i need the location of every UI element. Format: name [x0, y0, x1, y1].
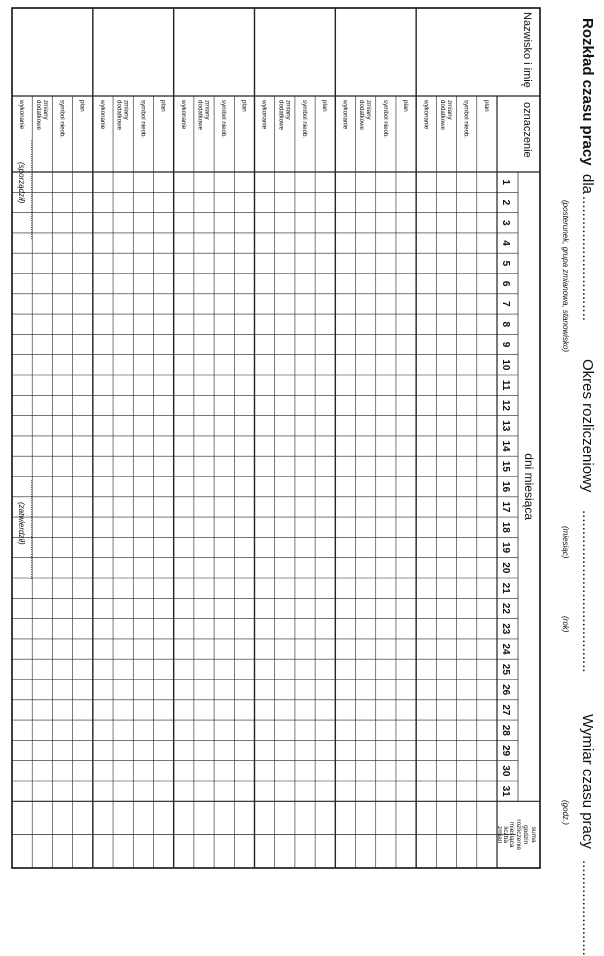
day-number: 14 [500, 440, 511, 452]
day-number: 30 [500, 765, 511, 777]
row-label: wykonanie [179, 100, 187, 130]
summary-line-1: suma [530, 826, 537, 843]
row-label: symbol nieob. [220, 100, 228, 139]
row-label: dodatkowe [358, 100, 366, 130]
summary-line-3: rozliczenie [515, 819, 522, 851]
hours-sublabel: (godz.) [561, 800, 570, 825]
row-label: symbol nieob. [381, 100, 389, 139]
day-number: 22 [500, 602, 511, 615]
row-label: dodatkowe [34, 100, 42, 130]
row-label: dodatkowe [438, 100, 446, 130]
unit-sublabel: (posterunek, grupa zmianowa, stanowisko) [561, 200, 570, 353]
row-label: zmiany [41, 100, 49, 120]
row-label: plan [78, 100, 86, 112]
day-number: 20 [500, 562, 511, 574]
approved-by-label: (zatwierdził) [17, 502, 26, 545]
row-label: zmiany [365, 100, 373, 120]
day-number: 5 [500, 260, 511, 267]
row-label: symbol nieob. [462, 100, 470, 139]
summary-line-4: miesiąca [508, 821, 515, 848]
working-time-label: Wymiar czasu pracy [579, 714, 596, 849]
day-number: 23 [500, 623, 511, 635]
day-number: 19 [500, 541, 511, 554]
row-label: wykonanie [260, 100, 268, 130]
days-header: dni miesiąca [522, 453, 536, 521]
row-label: plan [482, 100, 490, 112]
day-number: 12 [500, 399, 511, 412]
row-label: zmiany [284, 100, 292, 120]
row-label: dodatkowe [196, 100, 204, 130]
day-number: 21 [500, 582, 511, 594]
row-label: symbol nieob. [58, 100, 66, 139]
day-number: 27 [500, 704, 511, 716]
compiled-dots: ............................................. [29, 140, 38, 241]
document-title: Rozkład czasu pracy [579, 18, 596, 166]
row-label: wykonanie [98, 100, 106, 130]
table-frame [12, 8, 540, 868]
row-label: plan [240, 100, 248, 112]
row-label: dodatkowe [277, 100, 285, 130]
row-label: zmiany [445, 100, 453, 120]
row-label: wykonanie [422, 100, 430, 130]
day-number: 17 [500, 501, 511, 513]
day-number: 18 [500, 521, 511, 533]
day-number: 15 [500, 460, 511, 472]
day-number: 3 [500, 219, 511, 226]
row-label: plan [321, 100, 329, 112]
day-number: 16 [500, 481, 511, 493]
day-number: 26 [500, 684, 511, 696]
row-label: symbol nieob. [301, 100, 309, 139]
day-number: 8 [500, 321, 511, 328]
working-time-dots: ....................... [579, 860, 596, 956]
row-label: zmiany [203, 100, 211, 120]
month-sublabel: (miesiąc) [561, 526, 570, 559]
day-number: 1 [500, 179, 511, 185]
day-number: 2 [500, 199, 511, 206]
day-number: 11 [500, 379, 511, 391]
day-number: 29 [500, 744, 511, 757]
summary-line-2: godzin [522, 825, 529, 845]
day-number: 28 [500, 724, 511, 736]
row-label: symbol nieob. [139, 100, 147, 139]
day-number: 10 [500, 359, 511, 371]
row-label: zmiany [122, 100, 130, 120]
summary-line-6: zmian [496, 825, 503, 844]
day-number: 6 [500, 280, 511, 287]
period-dots: ....................................... [579, 510, 596, 673]
row-label: plan [402, 100, 410, 112]
day-number: 7 [500, 301, 511, 307]
day-number: 9 [500, 341, 511, 348]
summary-line-5: liczba [502, 826, 509, 843]
day-number: 31 [500, 785, 511, 797]
designation-header: oznaczenie [521, 102, 533, 158]
compiled-by-label: (sporządził) [17, 162, 26, 204]
day-number: 25 [500, 663, 511, 675]
day-number: 13 [500, 420, 511, 432]
day-number: 4 [500, 240, 511, 246]
settlement-period-label: Okres rozliczeniowy [579, 359, 596, 493]
name-header: Nazwisko i imię [521, 12, 533, 88]
row-label: wykonanie [341, 100, 349, 130]
for-label: dla [579, 174, 596, 195]
row-label: wykonanie [18, 100, 26, 130]
row-label: dodatkowe [115, 100, 123, 130]
day-number: 24 [500, 643, 511, 655]
unit-dots: .............................. [579, 196, 596, 322]
approved-dots: ............................................. [29, 480, 38, 581]
row-label: plan [159, 100, 167, 112]
year-sublabel: (rok) [561, 616, 570, 633]
